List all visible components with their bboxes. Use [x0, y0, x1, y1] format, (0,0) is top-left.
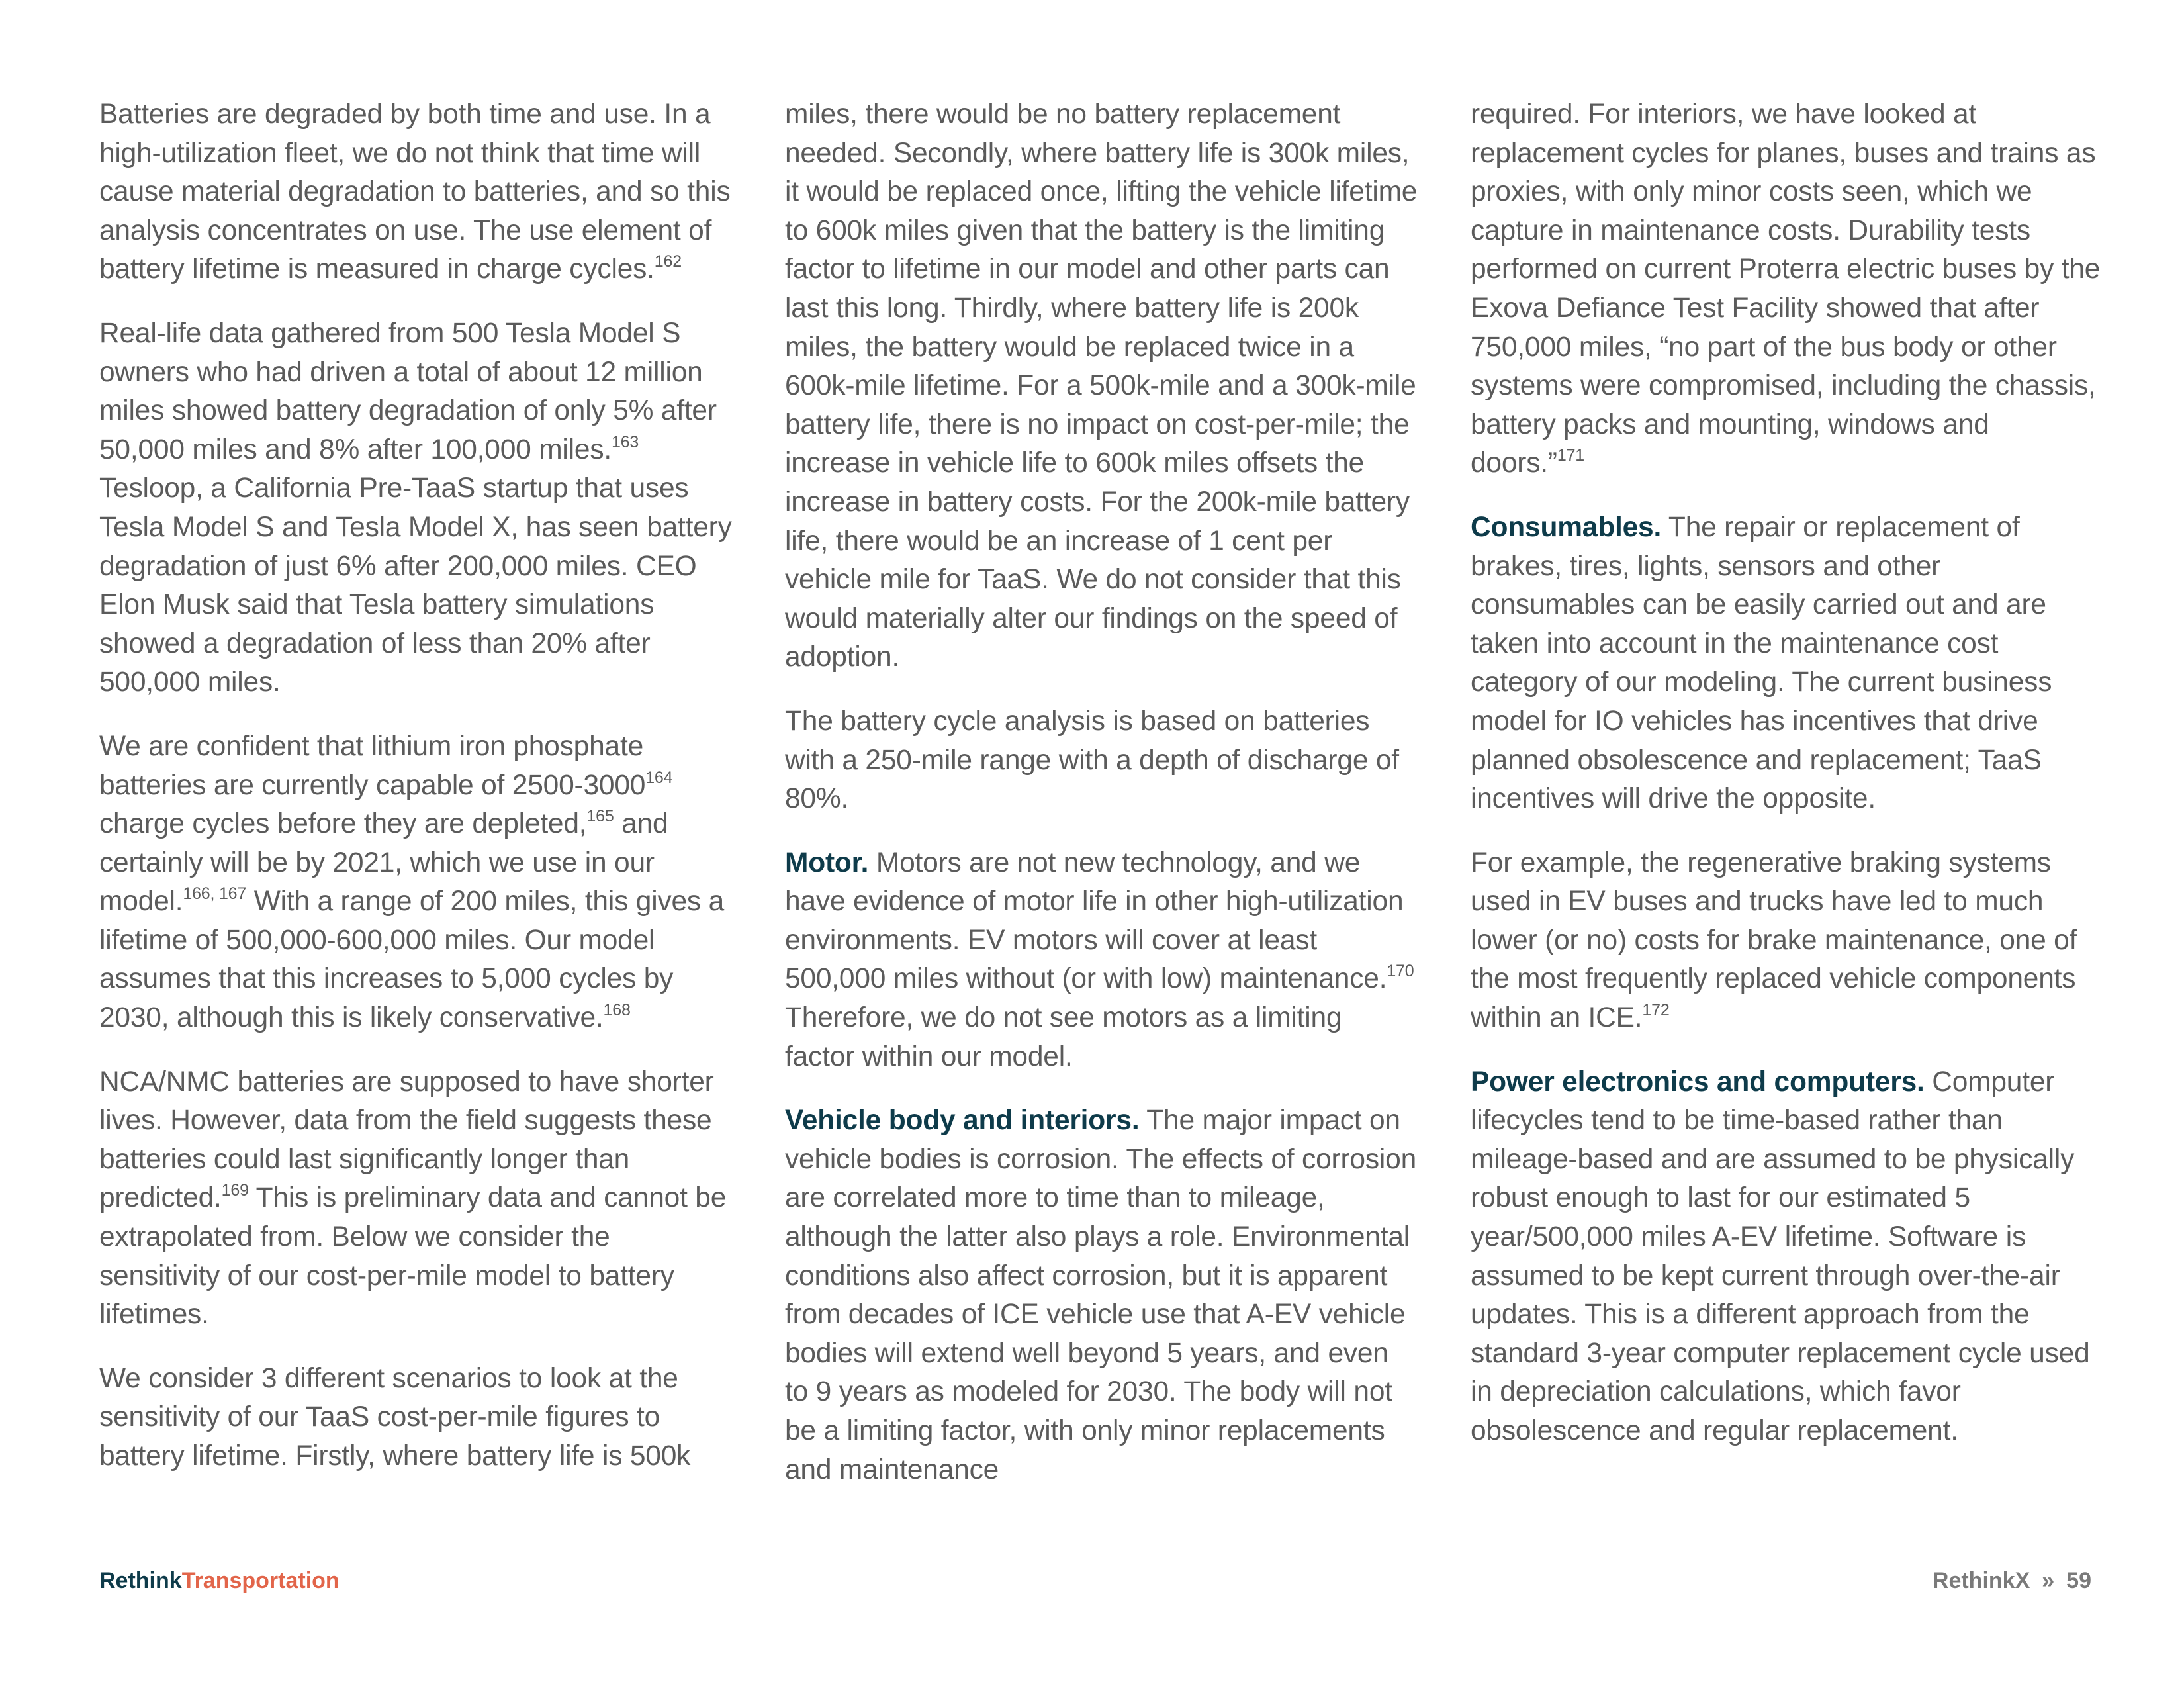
paragraph-text: This is preliminary data and cannot be extrapolated from. Below we consider the sensitivity of our cost-per-mile model to battery lifetimes. — [99, 1182, 727, 1331]
paragraph — [99, 1360, 733, 1476]
footnote-ref[interactable]: 169 — [221, 1181, 249, 1200]
paragraph — [785, 1102, 1419, 1489]
footnote-ref[interactable]: 170 — [1387, 962, 1414, 981]
paragraph-text: charge cycles before they are depleted, — [99, 808, 587, 840]
footnote-ref[interactable]: 162 — [654, 252, 682, 271]
footnote-ref[interactable]: 171 — [1557, 446, 1584, 465]
footnote-ref[interactable]: 166, 167 — [183, 884, 247, 904]
paragraph-text: The repair or replacement of brakes, tires, lights, sensors and other consumables can be easily carried out and are taken into account in the maintenance cost category of our modeling. The current business model for IO vehicles has incentives that drive planned obsolescence and replacement; TaaS incentives will drive the opposite. — [1471, 511, 2052, 815]
paragraph-text: Real-life data gathered from 500 Tesla Model S owners who had driven a total of about 12 million miles showed battery degradation of only 5% after 50,000 miles and 8% after 100,000 miles. — [99, 317, 717, 465]
footer-page-info — [1921, 1568, 2091, 1594]
paragraph — [99, 727, 733, 1038]
brand-name-part2: Transportation — [181, 1568, 340, 1593]
section-heading-vehicle-body: Vehicle body and interiors. — [785, 1105, 1140, 1137]
paragraph — [99, 95, 733, 289]
paragraph-text: Batteries are degraded by both time and use. In a high-utilization fleet, we do not think that time will cause material degradation to batteries, and so this analysis concentrates on use. The use element of battery lifetime is measured in charge cycles. — [99, 99, 731, 285]
section-heading-power-electronics: Power electronics and computers. — [1471, 1066, 1925, 1098]
footer-brand — [99, 1568, 340, 1594]
page-number: 59 — [2066, 1568, 2091, 1593]
footnote-ref[interactable]: 165 — [586, 807, 614, 826]
paragraph-text: Motors are not new technology, and we have evidence of motor life in other high-utilization environments. EV motors will cover at least 500,000 miles without (or with low) maintenance. — [785, 847, 1404, 995]
paragraph — [1471, 1063, 2105, 1451]
paragraph-text: The battery cycle analysis is based on batteries with a 250-mile range with a depth of discharge of 80%. — [785, 705, 1399, 815]
footnote-ref[interactable]: 168 — [603, 1001, 631, 1020]
paragraph-text: Computer lifecycles tend to be time-based rather than mileage-based and are assumed to be physically robust enough to last for our estimated 5 year/500,000 miles A-EV lifetime. Software is assumed to be kept current through over-the-air updates. This is a different approach from the standard 3-year computer replacement cycle used in depreciation calculations, which favor obsolescence and regular replacement. — [1471, 1066, 2090, 1446]
paragraph — [785, 95, 1419, 677]
paragraph — [785, 702, 1419, 819]
text-column-2 — [785, 95, 1419, 1515]
paragraph — [1471, 844, 2105, 1038]
footnote-ref[interactable]: 172 — [1642, 1001, 1670, 1020]
paragraph-text: NCA/NMC batteries are supposed to have shorter lives. However, data from the field suggests these batteries could last significantly longer than predicted. — [99, 1066, 714, 1214]
section-heading-motor: Motor. — [785, 847, 869, 878]
text-column-3 — [1471, 95, 2105, 1476]
publisher-name: RethinkX — [1932, 1568, 2030, 1593]
paragraph-text: miles, there would be no battery replacement needed. Secondly, where battery life is 300k miles, it would be replaced once, lifting the vehicle lifetime to 600k miles given that the battery is the limiting factor to lifetime in our model and other parts can last this long. Thirdly, where battery life is 200k miles, the battery would be replaced twice in a 600k-mile lifetime. For a 500k-mile and a 300k-mile battery life, there is no impact on cost-per-mile; the increase in vehicle life to 600k miles offsets the increase in battery costs. For the 200k-mile battery life, there would be an increase of 1 cent per vehicle mile for TaaS. We do not consider that this would materially alter our findings on the speed of adoption. — [785, 99, 1418, 673]
paragraph — [785, 844, 1419, 1077]
paragraph-text: and certainly will be by 2021, which we use in our model. — [99, 808, 668, 917]
paragraph — [1471, 95, 2105, 483]
paragraph-text: Tesloop, a California Pre-TaaS startup that uses Tesla Model S and Tesla Model X, has seen battery degradation of just 6% after 200,000 miles. CEO Elon Musk said that Tesla battery simulations showed a degradation of less than 20% after 500,000 miles. — [99, 473, 732, 698]
paragraph-text: With a range of 200 miles, this gives a lifetime of 500,000-600,000 miles. Our model assumes that this increases to 5,000 cycles by 2030, although this is likely conservative. — [99, 886, 725, 1034]
paragraph-text: We consider 3 different scenarios to look at the sensitivity of our TaaS cost-per-mile figures to battery lifetime. Firstly, where battery life is 500k — [99, 1362, 691, 1472]
brand-name-part1: Rethink — [99, 1568, 182, 1593]
paragraph-text: Therefore, we do not see motors as a limiting factor within our model. — [785, 1002, 1342, 1072]
paragraph — [1471, 508, 2105, 819]
paragraph-text: The major impact on vehicle bodies is corrosion. The effects of corrosion are correlated more to time than to mileage, although the latter also plays a role. Environmental conditions also affect corrosion, but it is apparent from decades of ICE vehicle use that A-EV vehicle bodies will extend well beyond 5 years, and even to 9 years as modeled for 2030. The body will not be a limiting factor, with only minor replacements and maintenance — [785, 1105, 1417, 1485]
section-heading-consumables: Consumables. — [1471, 511, 1662, 543]
separator-icon: » — [2042, 1568, 2055, 1593]
paragraph-text: required. For interiors, we have looked at replacement cycles for planes, buses and trains as proxies, with only minor costs seen, which we capture in maintenance costs. Durability tests performed on current Proterra electric buses by the Exova Defiance Test Facility showed that after 750,000 miles, “no part of the bus body or other systems were compromised, including the chassis, battery packs and mounting, windows and doors.” — [1471, 99, 2101, 479]
paragraph — [99, 1063, 733, 1335]
paragraph-text: We are confident that lithium iron phosphate batteries are currently capable of 2500-3000 — [99, 730, 646, 801]
paragraph-text: For example, the regenerative braking systems used in EV buses and trucks have led to much lower (or no) costs for brake maintenance, one of the most frequently replaced vehicle components within an ICE. — [1471, 847, 2077, 1034]
footnote-ref[interactable]: 164 — [645, 768, 673, 787]
text-column-1 — [99, 95, 733, 1501]
paragraph — [99, 314, 733, 702]
footnote-ref[interactable]: 163 — [612, 432, 639, 451]
